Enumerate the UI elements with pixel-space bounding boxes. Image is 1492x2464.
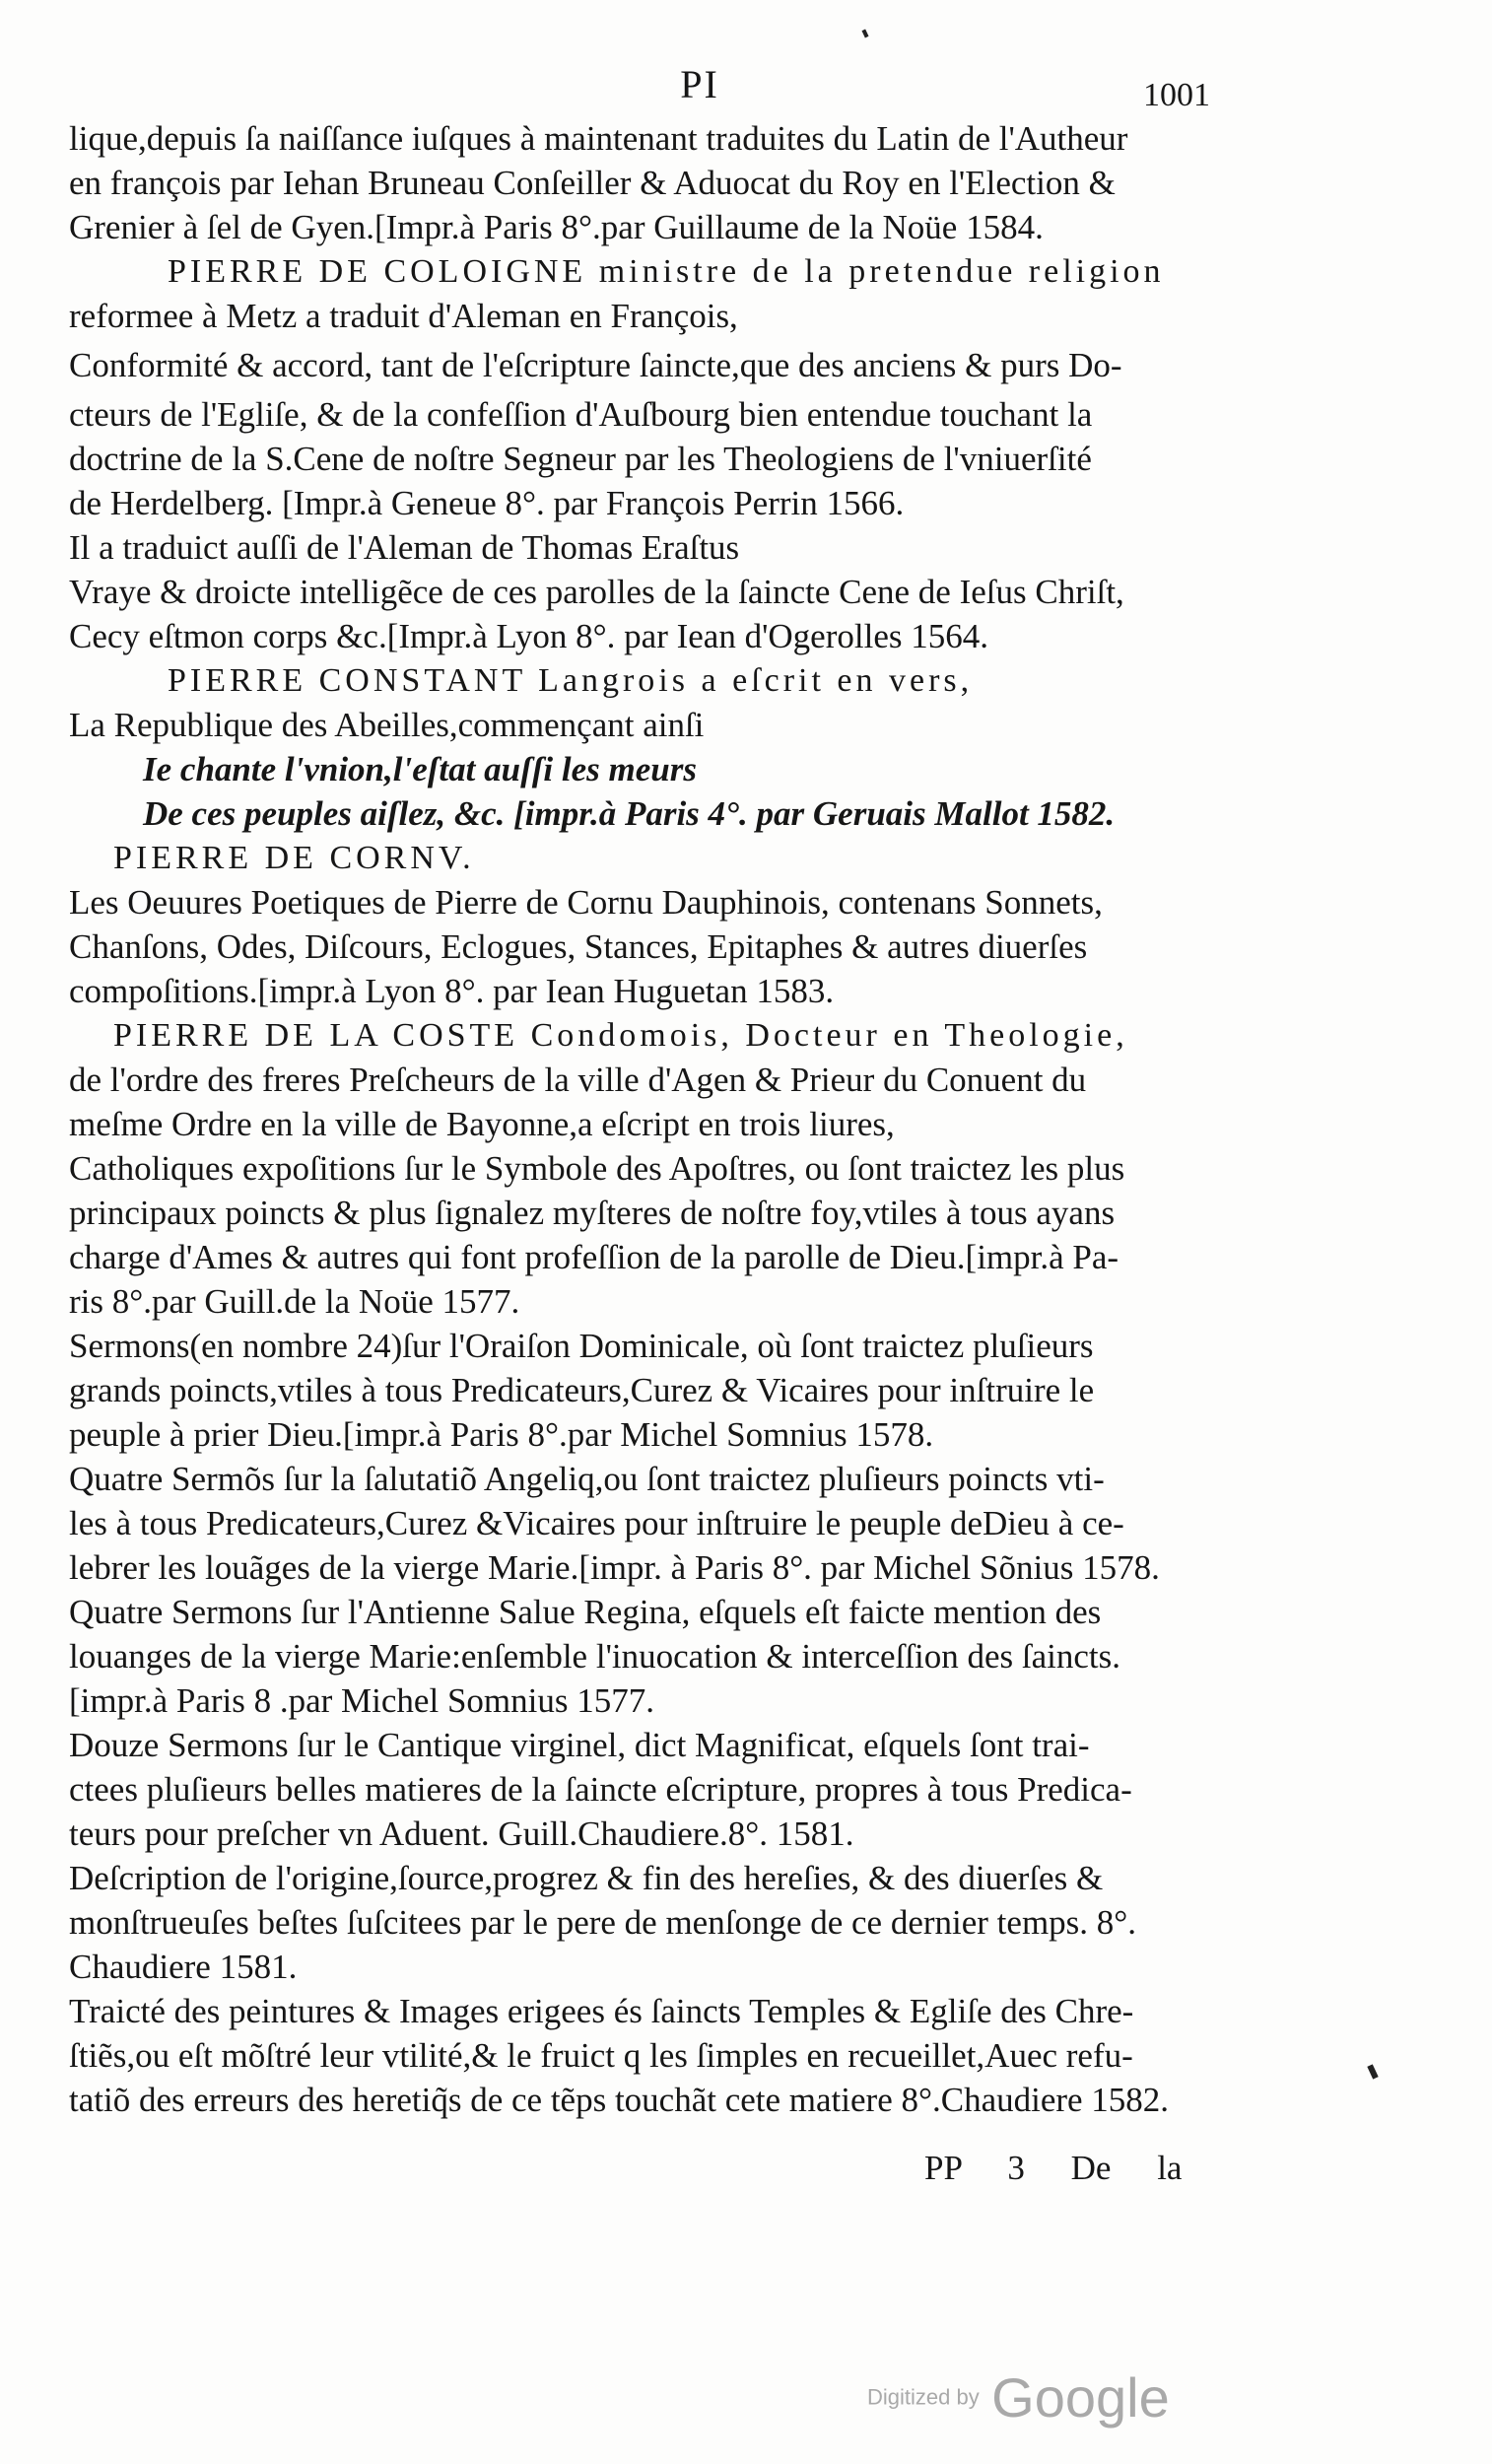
text-line: PIERRE DE COLOIGNE ministre de la pretendue religion <box>168 253 1165 290</box>
text-line: doctrine de la S.Cene de noſtre Segneur par les Theologiens de l'vniuerſité <box>69 440 1092 478</box>
text-line: Quatre Sermõs ſur la ſalutatiõ Angeliq,ou ſont traictez pluſieurs poincts vti- <box>69 1460 1105 1498</box>
text-line: Douze Sermons ſur le Cantique virginel, dict Magnificat, eſquels ſont trai- <box>69 1726 1090 1764</box>
ink-speck <box>1367 2064 1378 2079</box>
text-line: en françois par Iehan Bruneau Conſeiller & Aduocat du Roy en l'Election & <box>69 164 1116 202</box>
running-title: PI <box>680 62 719 106</box>
watermark-prefix: Digitized by <box>867 2384 980 2410</box>
text-line: PIERRE CONSTANT Langrois a eſcrit en vers, <box>168 662 974 699</box>
text-line: grands poincts,vtiles à tous Predicateurs,Curez & Vicaires pour inſtruire le <box>69 1371 1095 1409</box>
text-line: Catholiques expoſitions ſur le Symbole des Apoſtres, ou ſont traictez les plus <box>69 1149 1125 1188</box>
text-line: Chanſons, Odes, Diſcours, Eclogues, Stances, Epitaphes & autres diuerſes <box>69 927 1088 966</box>
google-logo-text: Google <box>991 2366 1170 2429</box>
text-line: teurs pour preſcher vn Aduent. Guill.Chaudiere.8°. 1581. <box>69 1814 854 1853</box>
text-line: Chaudiere 1581. <box>69 1948 298 1986</box>
signature-catchword: PP 3 De la <box>924 2149 1183 2187</box>
body-text <box>69 116 1232 2122</box>
text-line: tatiõ des erreurs des heretiq̃s de ce tẽps touchãt cete matiere 8°.Chaudiere 1582. <box>69 2081 1170 2119</box>
text-line: Les Oeuures Poetiques de Pierre de Cornu Dauphinois, contenans Sonnets, <box>69 883 1103 922</box>
text-line: ctees pluſieurs belles matieres de la ſaincte eſcripture, propres à tous Predica- <box>69 1770 1132 1809</box>
text-line: lebrer les louãges de la vierge Marie.[impr. à Paris 8°. par Michel Sõnius 1578. <box>69 1548 1160 1587</box>
text-line: monſtrueuſes beſtes ſuſcitees par le pere de menſonge de ce dernier temps. 8°. <box>69 1903 1137 1942</box>
text-line: PIERRE DE LA COSTE Condomois, Docteur en Theologie, <box>113 1017 1128 1054</box>
text-line: Sermons(en nombre 24)ſur l'Oraiſon Dominicale, où ſont traictez pluſieurs <box>69 1327 1094 1365</box>
text-line: [impr.à Paris 8 .par Michel Somnius 1577. <box>69 1681 654 1720</box>
page-number: 1001 <box>1143 77 1210 113</box>
text-line: Conformité & accord, tant de l'eſcripture ſaincte,que des anciens & purs Do- <box>69 346 1122 384</box>
text-line: Vraye & droicte intelligẽce de ces parolles de la ſaincte Cene de Ieſus Chriſt, <box>69 573 1124 611</box>
ink-speck <box>861 30 868 38</box>
text-line: De ces peuples aiſlez, &c. [impr.à Paris 4°. par Geruais Mallot 1582. <box>143 794 1116 833</box>
text-line: reformee à Metz a traduit d'Aleman en François, <box>69 297 738 335</box>
text-line: de l'ordre des freres Preſcheurs de la ville d'Agen & Prieur du Conuent du <box>69 1061 1087 1099</box>
text-line: compoſitions.[impr.à Lyon 8°. par Iean Huguetan 1583. <box>69 972 835 1010</box>
text-line: louanges de la vierge Marie:enſemble l'inuocation & interceſſion des ſaincts. <box>69 1637 1120 1676</box>
text-line: Traicté des peintures & Images erigees és ſaincts Temples & Egliſe des Chre- <box>69 1992 1134 2030</box>
text-line: principaux poincts & plus ſignalez myſteres de noſtre foy,vtiles à tous ayans <box>69 1194 1116 1232</box>
text-line: de Herdelberg. [Impr.à Geneue 8°. par François Perrin 1566. <box>69 484 905 522</box>
text-line: peuple à prier Dieu.[impr.à Paris 8°.par Michel Somnius 1578. <box>69 1415 934 1454</box>
text-line: Cecy eſtmon corps &c.[Impr.à Lyon 8°. par Iean d'Ogerolles 1564. <box>69 617 988 655</box>
text-line: Ie chante l'vnion,l'eſtat auſſi les meurs <box>143 750 697 788</box>
text-line: La Republique des Abeilles,commençant ainſi <box>69 706 705 744</box>
text-line: Deſcription de l'origine,ſource,progrez & fin des hereſies, & des diuerſes & <box>69 1859 1104 1897</box>
text-line: ris 8°.par Guill.de la Noüe 1577. <box>69 1282 520 1321</box>
text-line: Quatre Sermons ſur l'Antienne Salue Regina, eſquels eſt faicte mention des <box>69 1593 1102 1631</box>
text-line: Grenier à ſel de Gyen.[Impr.à Paris 8°.par Guillaume de la Noüe 1584. <box>69 208 1044 246</box>
digitization-watermark <box>867 2365 1170 2430</box>
text-line: charge d'Ames & autres qui font profeſſion de la parolle de Dieu.[impr.à Pa- <box>69 1238 1119 1276</box>
text-line: ſtiẽs,ou eſt mõſtré leur vtilité,& le fruict q les ſimples en recueillet,Auec refu- <box>69 2036 1133 2075</box>
text-line: PIERRE DE CORNV. <box>113 840 475 876</box>
text-line: meſme Ordre en la ville de Bayonne,a eſcript en trois liures, <box>69 1105 895 1143</box>
text-line: Il a traduict auſſi de l'Aleman de Thomas Eraſtus <box>69 528 740 567</box>
text-line: les à tous Predicateurs,Curez &Vicaires pour inſtruire le peuple deDieu à ce- <box>69 1504 1124 1542</box>
text-line: cteurs de l'Egliſe, & de la confeſſion d'Auſbourg bien entendue touchant la <box>69 395 1093 434</box>
text-line: lique,depuis ſa naiſſance iuſques à maintenant traduites du Latin de l'Autheur <box>69 119 1128 158</box>
